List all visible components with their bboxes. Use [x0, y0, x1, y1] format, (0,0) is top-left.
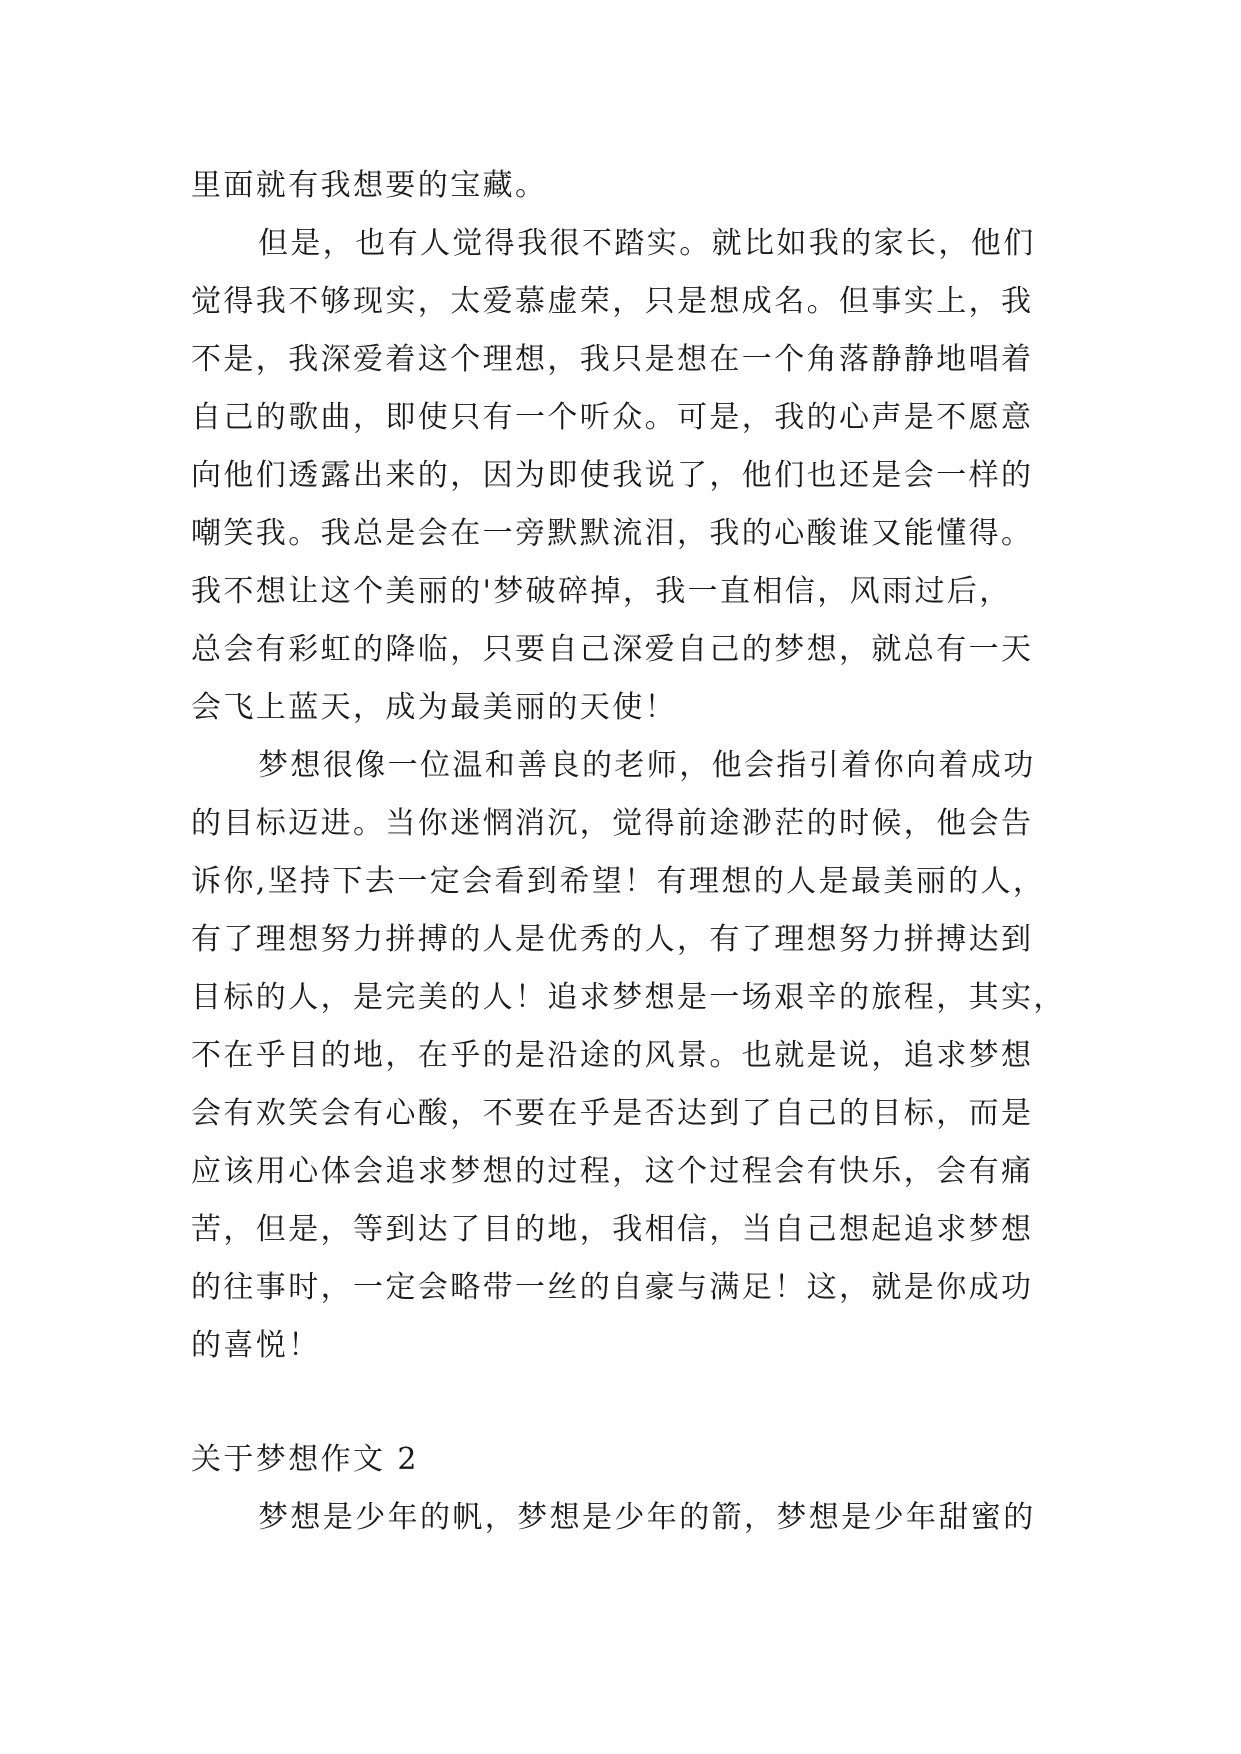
- text-line: 有了理想努力拼搏的人是优秀的人，有了理想努力拼搏达到: [191, 922, 1034, 957]
- text-line: 自己的歌曲，即使只有一个听众。可是，我的心声是不愿意: [191, 400, 1034, 435]
- text-line: 的往事时，一定会略带一丝的自豪与满足！这，就是你成功: [191, 1270, 1034, 1305]
- paragraph-start-line: 梦想是少年的帆，梦想是少年的箭，梦想是少年甜蜜的: [258, 1500, 1036, 1535]
- text-line: 应该用心体会追求梦想的过程，这个过程会有快乐，会有痛: [191, 1154, 1034, 1189]
- text-line: 向他们透露出来的，因为即使我说了，他们也还是会一样的: [191, 458, 1034, 493]
- text-line: 觉得我不够现实，太爱慕虚荣，只是想成名。但事实上，我: [191, 284, 1034, 319]
- text-line: 不是，我深爱着这个理想，我只是想在一个角落静静地唱着: [191, 342, 1034, 377]
- text-line: 目标的人，是完美的人！追求梦想是一场艰辛的旅程，其实，: [191, 980, 1066, 1015]
- paragraph-start-line: 梦想很像一位温和善良的老师，他会指引着你向着成功: [258, 748, 1036, 783]
- text-line: 不在乎目的地，在乎的是沿途的风景。也就是说，追求梦想: [191, 1038, 1034, 1073]
- text-line: 里面就有我想要的宝藏。: [191, 168, 548, 203]
- text-line: 的喜悦！: [191, 1328, 321, 1363]
- text-line: 嘲笑我。我总是会在一旁默默流泪，我的心酸谁又能懂得。: [191, 516, 1034, 551]
- text-line: 会飞上蓝天，成为最美丽的天使！: [191, 690, 677, 725]
- section-heading: 关于梦想作文 2: [191, 1442, 419, 1477]
- text-line: 的目标迈进。当你迷惘消沉，觉得前途渺茫的时候，他会告: [191, 806, 1034, 841]
- paragraph-start-line: 但是，也有人觉得我很不踏实。就比如我的家长，他们: [258, 226, 1036, 261]
- text-line: 诉你,坚持下去一定会看到希望！有理想的人是最美丽的人，: [191, 864, 1046, 899]
- text-line: 会有欢笑会有心酸，不要在乎是否达到了自己的目标，而是: [191, 1096, 1034, 1131]
- text-line: 苦，但是，等到达了目的地，我相信，当自己想起追求梦想: [191, 1212, 1034, 1247]
- text-line: 总会有彩虹的降临，只要自己深爱自己的梦想，就总有一天: [191, 632, 1034, 667]
- text-line: 我不想让这个美丽的'梦破碎掉，我一直相信，风雨过后，: [191, 574, 1012, 609]
